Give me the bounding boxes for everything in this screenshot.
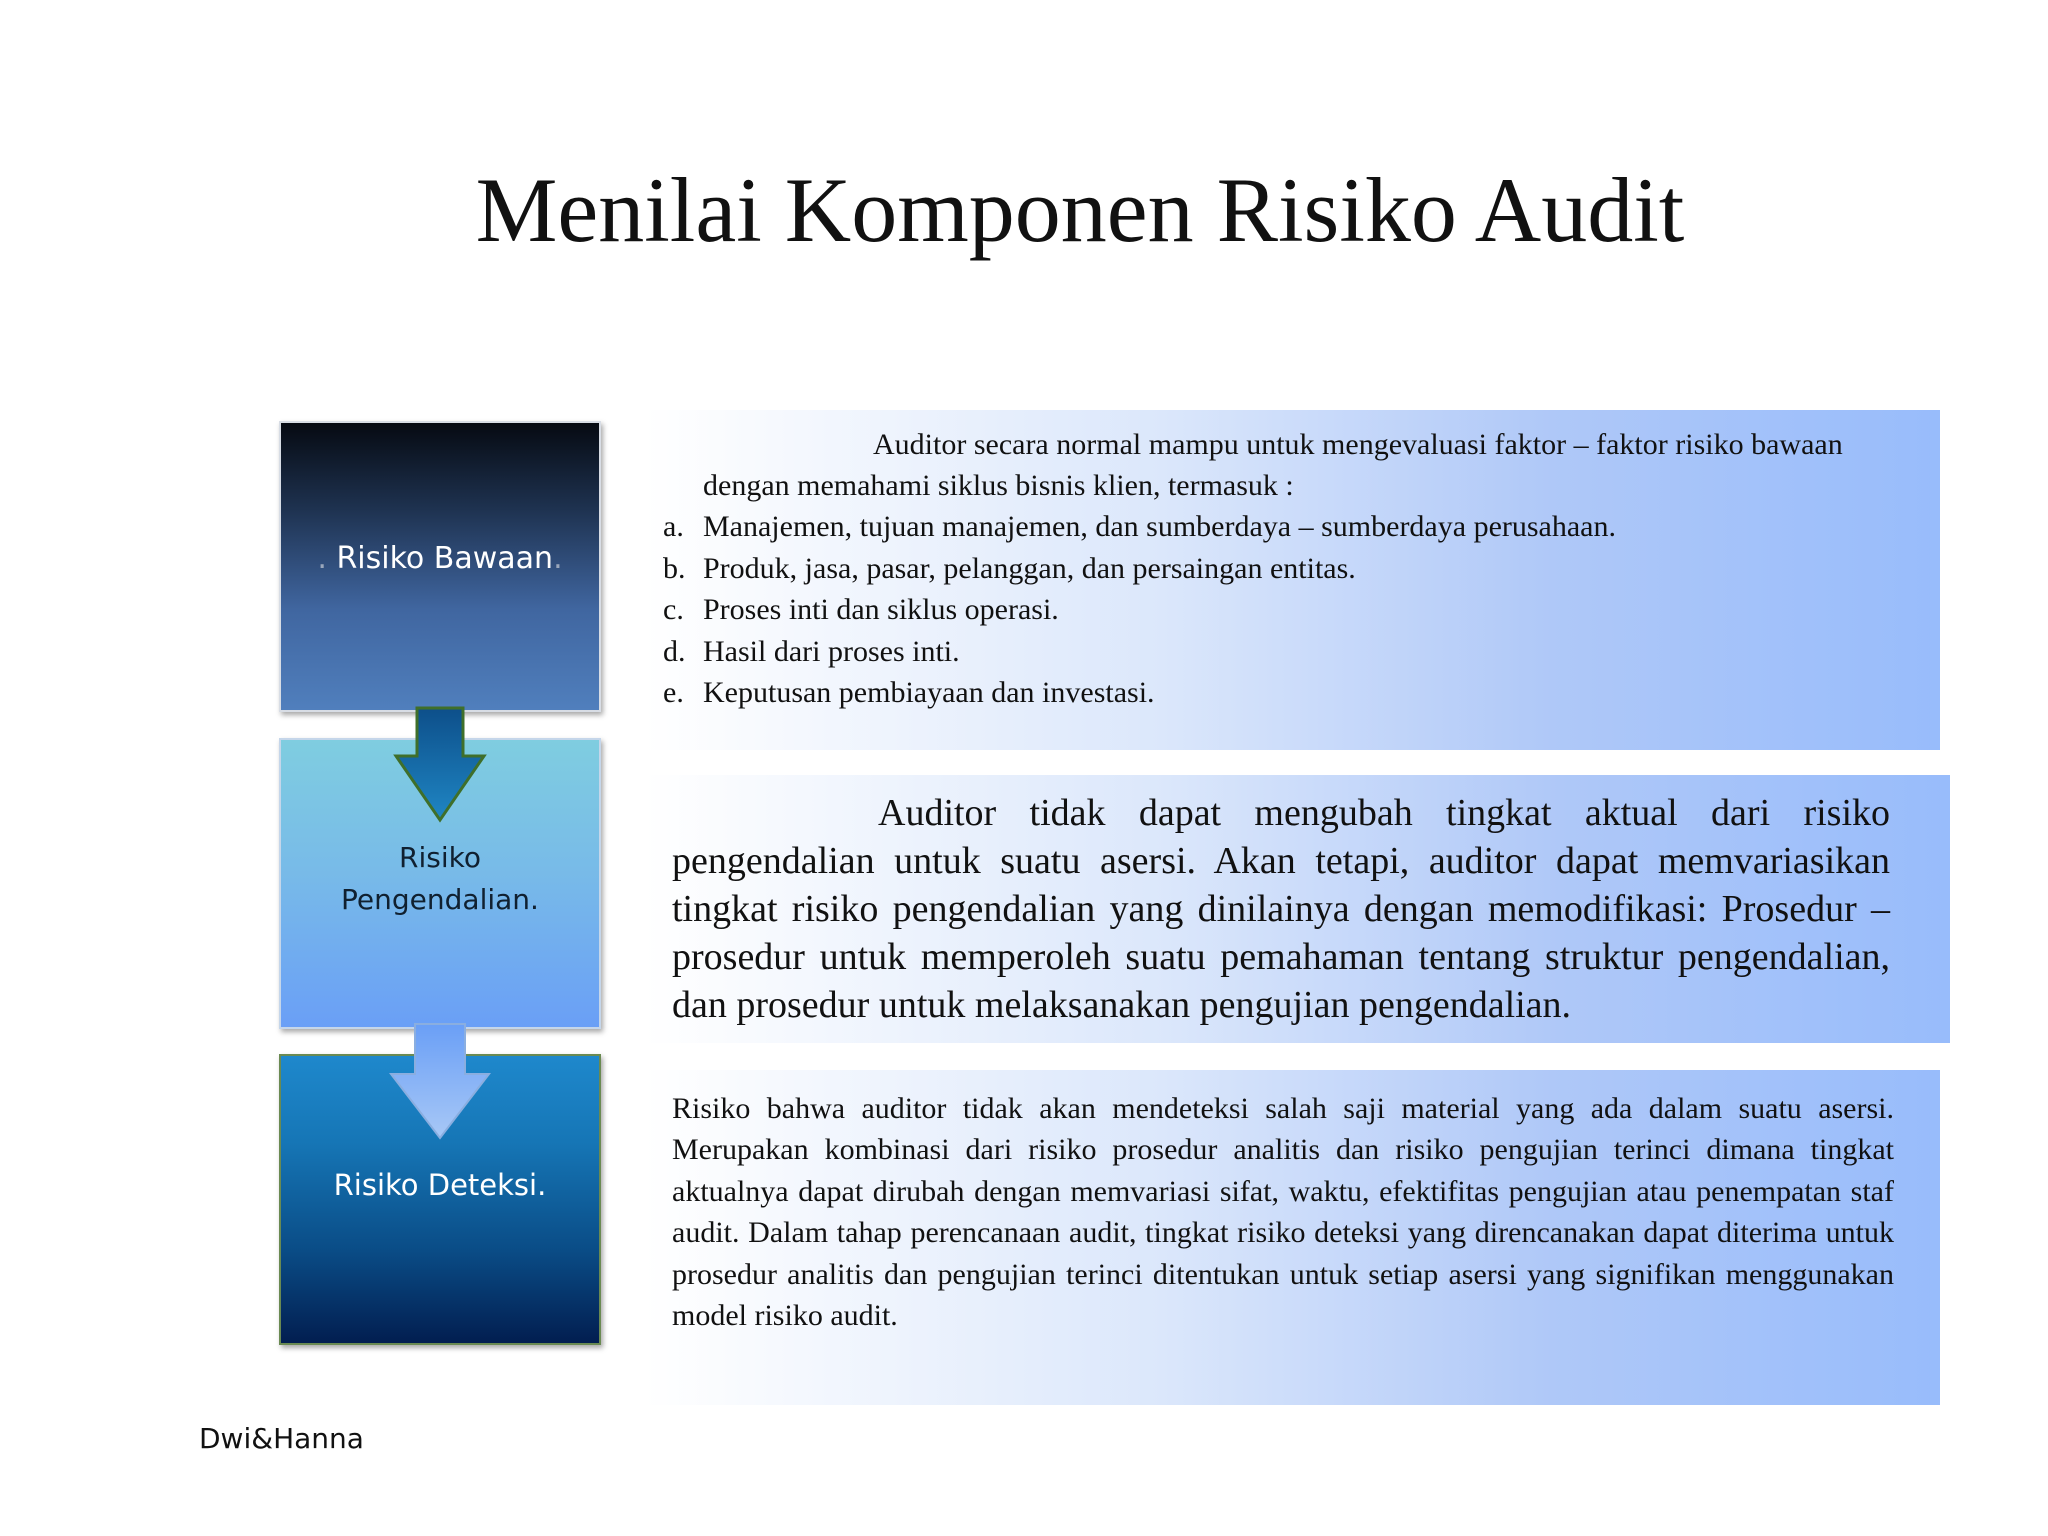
flow-box-label: Risiko Deteksi. [333, 1167, 547, 1202]
flow-box-label: Risiko Bawaan [326, 541, 554, 576]
list-item [663, 589, 1893, 631]
list-text: Keputusan pembiayaan dan investasi. [703, 676, 1155, 709]
list-text: Proses inti dan siklus operasi. [703, 593, 1059, 626]
panel-text: Auditor tidak dapat mengubah tingkat aktual dari risiko pengendalian untuk suatu asersi. Akan tetapi, auditor dapat memvariasikan tingkat risiko pengendalian yang dinilainya dengan memodifikasi: Prosedur – prosedur untuk memperoleh suatu pemahaman tentang struktur pengendalian, dan prosedur untuk melaksanakan pengujian pengendalian. [672, 792, 1890, 1026]
slide-title: Menilai Komponen Risiko Audit [475, 159, 1685, 261]
list-text: Hasil dari proses inti. [703, 634, 960, 668]
panel-risiko-bawaan [645, 410, 1940, 750]
list-text: Produk, jasa, pasar, pelanggan, dan persaingan entitas. [703, 551, 1356, 585]
flow-box-label-line1: Risiko [399, 840, 481, 874]
list-item [663, 506, 1893, 548]
flow-box-suffix: . [553, 541, 563, 576]
panel-intro: Auditor secara normal mampu untuk mengevaluasi faktor – faktor risiko bawaan dengan memahami siklus bisnis klien, termasuk : [703, 428, 1843, 502]
list-item [663, 631, 1893, 673]
list-marker: c. [663, 593, 684, 626]
flow-box-label-line2: Pengendalian. [341, 882, 539, 916]
panel-risiko-deteksi [645, 1070, 1940, 1405]
list-item [663, 548, 1893, 590]
list-marker: d. [663, 634, 686, 668]
list-marker: a. [663, 510, 684, 543]
down-arrow-icon [385, 1022, 495, 1142]
list-item [663, 672, 1893, 714]
down-arrow-icon [390, 706, 490, 824]
list-marker: e. [663, 676, 684, 709]
panel-text: Risiko bahwa auditor tidak akan mendeteksi salah saji material yang ada dalam suatu asersi. Merupakan kombinasi dari risiko prosedur analitis dan risiko pengujian terinci dimana tingkat aktualnya dapat dirubah dengan memvariasi sifat, waktu, efektifitas pengujian atau penempatan staf audit. Dalam tahap perencanaan audit, tingkat risiko deteksi yang direncanakan dapat diterima untuk prosedur analitis dan pengujian terinci ditentukan untuk setiap asersi yang signifikan menggunakan model risiko audit. [672, 1092, 1894, 1333]
flow-box-prefix: . [317, 541, 327, 576]
list-text: Manajemen, tujuan manajemen, dan sumberdaya – sumberdaya perusahaan. [703, 510, 1616, 543]
panel-risiko-pengendalian [645, 775, 1950, 1043]
footer-author: Dwi&Hanna [199, 1422, 364, 1455]
list-marker: b. [663, 551, 686, 585]
factor-list [663, 506, 1893, 714]
flow-box-risiko-bawaan [279, 421, 601, 712]
